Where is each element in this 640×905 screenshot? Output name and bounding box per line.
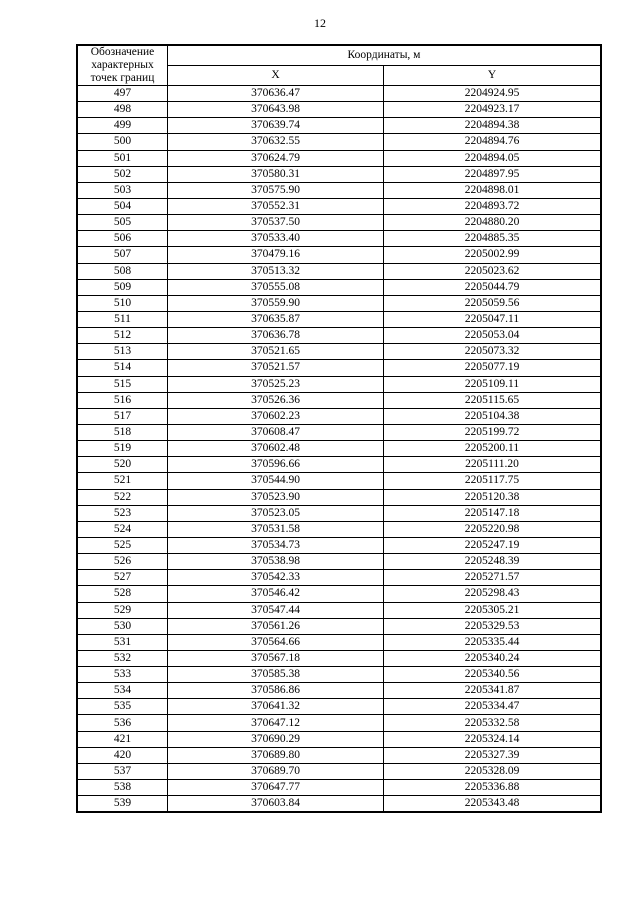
point-number-cell: 420 (77, 747, 168, 763)
point-number-cell: 502 (77, 166, 168, 182)
x-coordinate-cell: 370608.47 (168, 424, 384, 440)
point-number-cell: 524 (77, 521, 168, 537)
table-row (77, 86, 601, 102)
x-coordinate-cell: 370580.31 (168, 166, 384, 182)
x-coordinate-cell: 370542.33 (168, 570, 384, 586)
point-number-cell: 498 (77, 102, 168, 118)
table-row (77, 570, 601, 586)
page-number: 12 (314, 16, 326, 30)
x-coordinate-cell: 370544.90 (168, 473, 384, 489)
y-coordinate-cell: 2205343.48 (384, 796, 602, 813)
point-number-cell: 511 (77, 311, 168, 327)
y-coordinate-cell: 2205120.38 (384, 489, 602, 505)
table-row (77, 150, 601, 166)
x-coordinate-cell: 370585.38 (168, 667, 384, 683)
x-coordinate-cell: 370523.05 (168, 505, 384, 521)
y-coordinate-cell: 2205340.56 (384, 667, 602, 683)
y-coordinate-cell: 2204894.38 (384, 118, 602, 134)
y-coordinate-cell: 2205336.88 (384, 780, 602, 796)
x-coordinate-cell: 370479.16 (168, 247, 384, 263)
y-coordinate-cell: 2205044.79 (384, 279, 602, 295)
x-coordinate-cell: 370643.98 (168, 102, 384, 118)
x-coordinate-cell: 370641.32 (168, 699, 384, 715)
y-coordinate-cell: 2204880.20 (384, 215, 602, 231)
point-number-cell: 534 (77, 683, 168, 699)
table-row (77, 441, 601, 457)
table-row (77, 360, 601, 376)
table-row (77, 650, 601, 666)
point-number-cell: 533 (77, 667, 168, 683)
x-coordinate-cell: 370546.42 (168, 586, 384, 602)
x-coordinate-cell: 370521.65 (168, 344, 384, 360)
x-coordinate-cell: 370567.18 (168, 650, 384, 666)
y-coordinate-cell: 2205332.58 (384, 715, 602, 731)
x-coordinate-cell: 370538.98 (168, 554, 384, 570)
point-number-cell: 504 (77, 198, 168, 214)
x-coordinate-cell: 370559.90 (168, 295, 384, 311)
point-number-cell: 527 (77, 570, 168, 586)
table-row (77, 537, 601, 553)
point-number-cell: 497 (77, 86, 168, 102)
y-coordinate-cell: 2205147.18 (384, 505, 602, 521)
table-row (77, 796, 601, 813)
table-row (77, 118, 601, 134)
x-coordinate-cell: 370586.86 (168, 683, 384, 699)
table-row (77, 554, 601, 570)
y-coordinate-cell: 2205199.72 (384, 424, 602, 440)
table-row (77, 731, 601, 747)
y-coordinate-cell: 2204897.95 (384, 166, 602, 182)
point-number-cell: 500 (77, 134, 168, 150)
point-number-cell: 522 (77, 489, 168, 505)
point-number-cell: 506 (77, 231, 168, 247)
point-number-cell: 537 (77, 763, 168, 779)
y-coordinate-cell: 2205002.99 (384, 247, 602, 263)
table-row (77, 780, 601, 796)
y-coordinate-cell: 2205247.19 (384, 537, 602, 553)
y-coordinate-cell: 2205077.19 (384, 360, 602, 376)
table-row (77, 231, 601, 247)
y-coordinate-cell: 2205334.47 (384, 699, 602, 715)
table-row (77, 424, 601, 440)
table-row (77, 279, 601, 295)
point-designation-header: Обозначение характерных точек границ (77, 45, 168, 86)
table-row (77, 408, 601, 424)
x-coordinate-cell: 370552.31 (168, 198, 384, 214)
point-number-cell: 519 (77, 441, 168, 457)
x-coordinate-cell: 370602.48 (168, 441, 384, 457)
table-row (77, 344, 601, 360)
point-number-cell: 529 (77, 602, 168, 618)
point-number-cell: 421 (77, 731, 168, 747)
table-row (77, 505, 601, 521)
table-row (77, 715, 601, 731)
x-coordinate-cell: 370525.23 (168, 376, 384, 392)
point-number-cell: 516 (77, 392, 168, 408)
y-coordinate-cell: 2205047.11 (384, 311, 602, 327)
coordinates-header: Координаты, м (168, 45, 602, 66)
y-coordinate-cell: 2205023.62 (384, 263, 602, 279)
x-coordinate-cell: 370575.90 (168, 182, 384, 198)
table-row (77, 134, 601, 150)
x-coordinate-cell: 370526.36 (168, 392, 384, 408)
x-coordinate-cell: 370596.66 (168, 457, 384, 473)
point-number-cell: 512 (77, 328, 168, 344)
x-coordinate-cell: 370537.50 (168, 215, 384, 231)
y-coordinate-cell: 2205115.65 (384, 392, 602, 408)
point-number-cell: 526 (77, 554, 168, 570)
x-coordinate-cell: 370534.73 (168, 537, 384, 553)
point-number-cell: 525 (77, 537, 168, 553)
x-coordinate-cell: 370561.26 (168, 618, 384, 634)
point-number-cell: 499 (77, 118, 168, 134)
y-coordinate-cell: 2205053.04 (384, 328, 602, 344)
point-number-cell: 507 (77, 247, 168, 263)
y-coordinate-cell: 2204898.01 (384, 182, 602, 198)
y-coordinate-cell: 2205340.24 (384, 650, 602, 666)
table-row (77, 521, 601, 537)
table-row (77, 166, 601, 182)
point-number-cell: 510 (77, 295, 168, 311)
y-coordinate-cell: 2204894.05 (384, 150, 602, 166)
table-row (77, 683, 601, 699)
point-number-cell: 520 (77, 457, 168, 473)
point-number-cell: 539 (77, 796, 168, 813)
point-number-cell: 509 (77, 279, 168, 295)
point-number-cell: 501 (77, 150, 168, 166)
x-coordinate-cell: 370555.08 (168, 279, 384, 295)
x-coordinate-cell: 370547.44 (168, 602, 384, 618)
point-number-cell: 531 (77, 634, 168, 650)
point-number-cell: 532 (77, 650, 168, 666)
point-number-cell: 523 (77, 505, 168, 521)
x-coordinate-cell: 370636.78 (168, 328, 384, 344)
y-coordinate-cell: 2205335.44 (384, 634, 602, 650)
x-coordinate-cell: 370523.90 (168, 489, 384, 505)
table-row (77, 602, 601, 618)
table-body (77, 86, 601, 813)
table-row (77, 311, 601, 327)
y-coordinate-cell: 2205109.11 (384, 376, 602, 392)
point-number-cell: 528 (77, 586, 168, 602)
y-coordinate-cell: 2205073.32 (384, 344, 602, 360)
table-row (77, 747, 601, 763)
point-number-cell: 530 (77, 618, 168, 634)
y-coordinate-cell: 2204924.95 (384, 86, 602, 102)
x-coordinate-cell: 370635.87 (168, 311, 384, 327)
x-coordinate-cell: 370636.47 (168, 86, 384, 102)
y-column-header: Y (384, 66, 602, 86)
y-coordinate-cell: 2205341.87 (384, 683, 602, 699)
y-coordinate-cell: 2205104.38 (384, 408, 602, 424)
x-coordinate-cell: 370603.84 (168, 796, 384, 813)
x-coordinate-cell: 370513.32 (168, 263, 384, 279)
table-row (77, 489, 601, 505)
table-row (77, 328, 601, 344)
y-coordinate-cell: 2205271.57 (384, 570, 602, 586)
table-row (77, 295, 601, 311)
point-number-cell: 513 (77, 344, 168, 360)
point-number-cell: 508 (77, 263, 168, 279)
x-coordinate-cell: 370647.12 (168, 715, 384, 731)
table-row (77, 392, 601, 408)
y-coordinate-cell: 2204923.17 (384, 102, 602, 118)
y-coordinate-cell: 2205117.75 (384, 473, 602, 489)
y-coordinate-cell: 2205248.39 (384, 554, 602, 570)
table-row (77, 198, 601, 214)
y-coordinate-cell: 2205059.56 (384, 295, 602, 311)
table-row (77, 376, 601, 392)
x-coordinate-cell: 370602.23 (168, 408, 384, 424)
table-row (77, 247, 601, 263)
x-coordinate-cell: 370647.77 (168, 780, 384, 796)
point-number-cell: 503 (77, 182, 168, 198)
y-coordinate-cell: 2205327.39 (384, 747, 602, 763)
y-coordinate-cell: 2205324.14 (384, 731, 602, 747)
y-coordinate-cell: 2205329.53 (384, 618, 602, 634)
x-coordinate-cell: 370521.57 (168, 360, 384, 376)
point-number-cell: 505 (77, 215, 168, 231)
y-coordinate-cell: 2204894.76 (384, 134, 602, 150)
x-coordinate-cell: 370533.40 (168, 231, 384, 247)
y-coordinate-cell: 2205305.21 (384, 602, 602, 618)
coordinates-table (76, 44, 602, 813)
table-row (77, 263, 601, 279)
y-coordinate-cell: 2204893.72 (384, 198, 602, 214)
table-row (77, 699, 601, 715)
x-coordinate-cell: 370564.66 (168, 634, 384, 650)
table-row (77, 457, 601, 473)
table-row (77, 473, 601, 489)
point-number-cell: 538 (77, 780, 168, 796)
x-coordinate-cell: 370624.79 (168, 150, 384, 166)
y-coordinate-cell: 2205298.43 (384, 586, 602, 602)
point-number-cell: 514 (77, 360, 168, 376)
y-coordinate-cell: 2205220.98 (384, 521, 602, 537)
point-number-cell: 536 (77, 715, 168, 731)
table-row (77, 618, 601, 634)
x-coordinate-cell: 370689.70 (168, 763, 384, 779)
table-row (77, 667, 601, 683)
x-coordinate-cell: 370639.74 (168, 118, 384, 134)
y-coordinate-cell: 2205328.09 (384, 763, 602, 779)
point-number-cell: 521 (77, 473, 168, 489)
x-coordinate-cell: 370689.80 (168, 747, 384, 763)
table-row (77, 763, 601, 779)
table-row (77, 102, 601, 118)
table-row (77, 634, 601, 650)
point-number-cell: 535 (77, 699, 168, 715)
x-column-header: X (168, 66, 384, 86)
x-coordinate-cell: 370690.29 (168, 731, 384, 747)
x-coordinate-cell: 370531.58 (168, 521, 384, 537)
table-row (77, 586, 601, 602)
y-coordinate-cell: 2205200.11 (384, 441, 602, 457)
point-number-cell: 515 (77, 376, 168, 392)
point-number-cell: 517 (77, 408, 168, 424)
point-number-cell: 518 (77, 424, 168, 440)
y-coordinate-cell: 2204885.35 (384, 231, 602, 247)
x-coordinate-cell: 370632.55 (168, 134, 384, 150)
table-row (77, 182, 601, 198)
y-coordinate-cell: 2205111.20 (384, 457, 602, 473)
table-row (77, 215, 601, 231)
